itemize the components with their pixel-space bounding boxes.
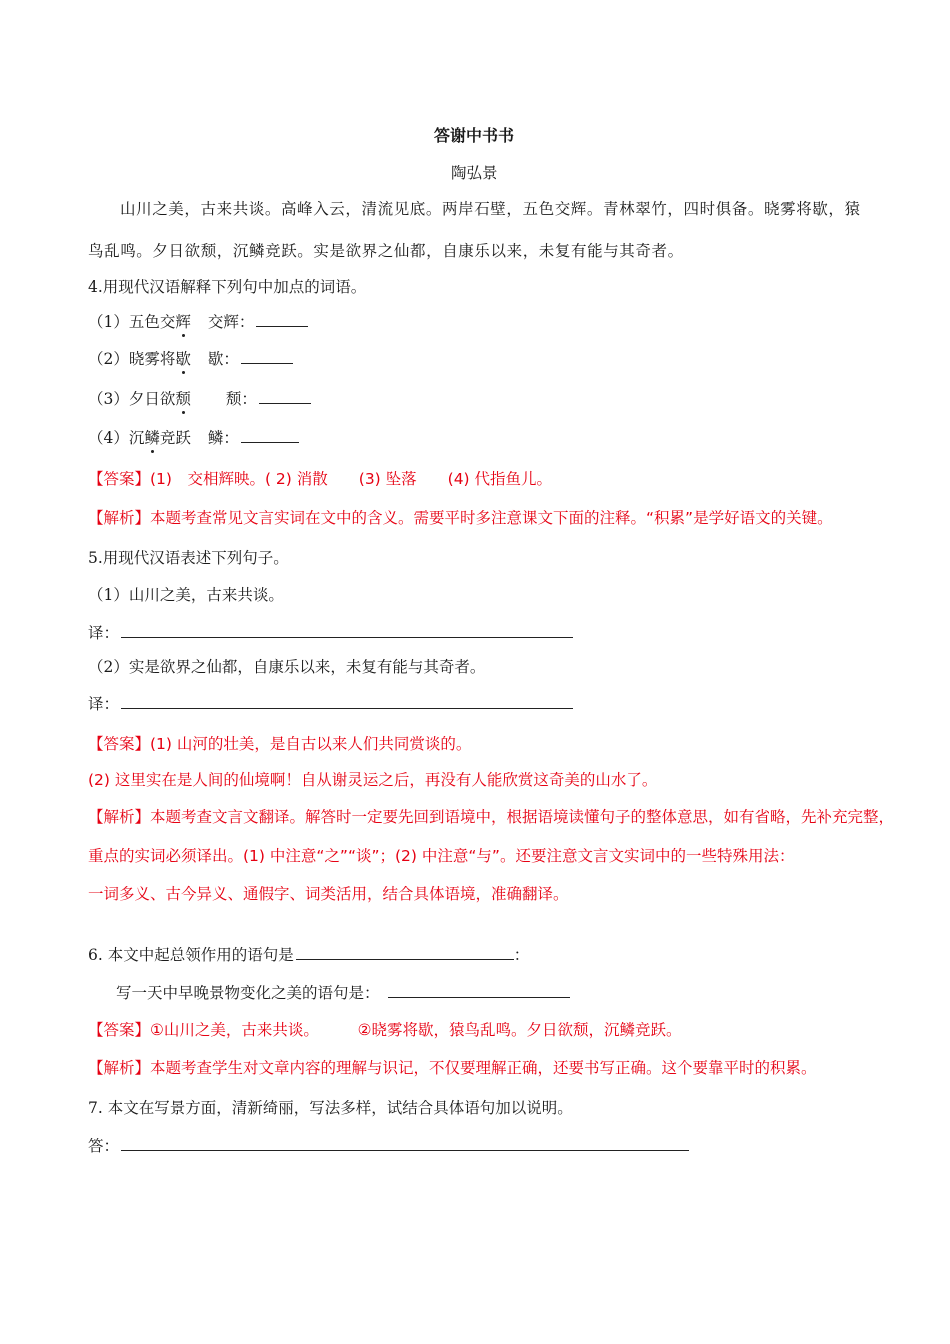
question-5-answer-2: (2) 这里实在是人间的仙境啊！自从谢灵运之后，再没有人能欣赏这奇美的山水了。	[88, 771, 658, 789]
answer-blank-6a[interactable]	[296, 944, 514, 960]
question-4-answer: 【答案】(1) 交相辉映。( 2) 消散 (3) 坠落 (4) 代指鱼儿。	[88, 470, 553, 488]
question-4-item-1: （1）五色交辉 交辉：	[88, 311, 308, 332]
question-5-sentence-1: （1）山川之美，古来共谈。	[88, 586, 284, 604]
dotted-word-3: 颓	[175, 390, 191, 408]
passage-line-2: 鸟乱鸣。夕日欲颓，沉鳞竞跃。实是欲界之仙都，自康乐以来，未复有能与其奇者。	[88, 242, 684, 260]
translation-line-1: 译：	[88, 622, 573, 643]
question-6-analysis: 【解析】本题考查学生对文章内容的理解与识记，不仅要理解正确，还要书写正确。这个要靠平时的积累。	[88, 1059, 817, 1077]
question-4-item-3: （3）夕日欲颓 颓：	[88, 388, 311, 409]
question-7-stem: 7. 本文在写景方面，清新绮丽，写法多样，试结合具体语句加以说明。	[88, 1099, 573, 1117]
translation-input-1[interactable]	[121, 622, 573, 638]
question-5-analysis-3: 一词多义、古今异义、通假字、词类活用，结合具体语境，准确翻译。	[88, 885, 569, 903]
question-6-answer: 【答案】①山川之美，古来共谈。 ②晓雾将歇，猿鸟乱鸣。夕日欲颓，沉鳞竞跃。	[88, 1021, 682, 1039]
passage-line-1: 山川之美，古来共谈。高峰入云，清流见底。两岸石壁，五色交辉。青林翠竹，四时俱备。晓雾将歇，猿	[120, 200, 861, 218]
answer-input-7[interactable]	[121, 1135, 689, 1151]
question-5-analysis-1: 【解析】本题考查文言文翻译。解答时一定要先回到语境中，根据语境读懂句子的整体意思，如有省略，先补充完整，	[88, 808, 895, 826]
question-4-item-2: （2）晓雾将歇 歇：	[88, 348, 293, 369]
question-5-analysis-2: 重点的实词必须译出。(1) 中注意“之”“谈”；(2) 中注意“与”。还要注意文言文实词中的一些特殊用法：	[88, 847, 795, 865]
question-4-item-4: （4）沉鳞竞跃 鳞：	[88, 427, 299, 448]
passage-author: 陶弘景	[451, 164, 498, 182]
dotted-word-4: 鳞	[144, 429, 160, 447]
translation-line-2: 译：	[88, 693, 573, 714]
question-4-analysis: 【解析】本题考查常见文言实词在文中的含义。需要平时多注意课文下面的注释。“积累”是学好语文的关键。	[88, 509, 833, 527]
answer-blank-1[interactable]	[256, 311, 308, 327]
answer-blank-6b[interactable]	[388, 982, 570, 998]
answer-blank-3[interactable]	[259, 388, 311, 404]
dotted-word-2: 歇	[175, 350, 191, 368]
answer-blank-2[interactable]	[241, 348, 293, 364]
question-5-stem: 5.用现代汉语表述下列句子。	[88, 549, 289, 567]
question-6-sub: 写一天中早晚景物变化之美的语句是：	[116, 982, 570, 1003]
question-6-stem: 6. 本文中起总领作用的语句是 ：	[88, 946, 530, 964]
translation-input-2[interactable]	[121, 693, 573, 709]
answer-line-7: 答：	[88, 1135, 689, 1156]
answer-blank-4[interactable]	[241, 427, 299, 443]
question-5-answer-1: 【答案】(1) 山河的壮美，是自古以来人们共同赏谈的。	[88, 735, 472, 753]
question-4-stem: 4.用现代汉语解释下列句中加点的词语。	[88, 278, 367, 296]
question-5-sentence-2: （2）实是欲界之仙都，自康乐以来，未复有能与其奇者。	[88, 658, 486, 676]
passage-title: 答谢中书书	[434, 126, 515, 145]
dotted-word-1: 辉	[175, 313, 191, 331]
